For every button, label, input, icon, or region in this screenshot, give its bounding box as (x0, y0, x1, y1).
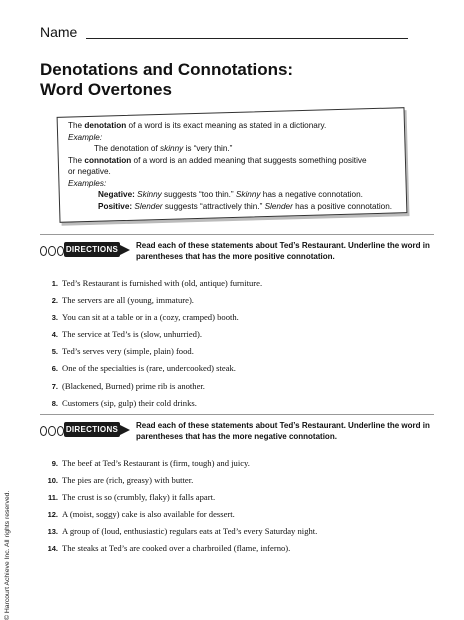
directions-text: Read each of these statements about Ted’s Restaurant. Underline the word in parentheses that has the more positive connotation. (136, 241, 430, 261)
item-number: 4. (51, 330, 58, 340)
directions-text: Read each of these statements about Ted’s Restaurant. Underline the word in parentheses that has the more negative connotation. (136, 421, 430, 441)
item-text[interactable]: The steaks at Ted’s are cooked over a charbroiled (flame, inferno). (62, 543, 291, 554)
list-item[interactable] (46, 329, 446, 346)
list-item[interactable] (46, 346, 446, 363)
pencil-tip-icon (120, 245, 130, 255)
connotation-definition-cont: or negative. (68, 167, 111, 176)
list-item[interactable] (46, 278, 446, 295)
item-text[interactable]: A group of (loud, enthusiastic) regulars eats at Ted’s every Saturday night. (62, 526, 318, 537)
item-text[interactable]: The crust is so (crumbly, flaky) it falls apart. (62, 492, 216, 503)
item-number: 3. (51, 313, 58, 323)
item-number: 5. (51, 347, 58, 357)
item-text[interactable]: (Blackened, Burned) prime rib is another. (62, 380, 205, 391)
name-label: Name (40, 24, 78, 40)
positive-list (46, 278, 446, 415)
list-item[interactable] (46, 458, 446, 475)
item-number: 6. (51, 364, 58, 374)
list-item[interactable] (46, 475, 446, 492)
directions-2 (40, 420, 430, 450)
list-item[interactable] (46, 398, 446, 415)
item-number: 11. (47, 493, 58, 503)
item-number: 1. (51, 279, 58, 288)
examples-label: Examples: (68, 178, 107, 188)
divider (40, 414, 434, 415)
divider (40, 234, 434, 235)
directions-badge: DIRECTIONS (64, 242, 120, 257)
item-number: 14. (47, 544, 58, 554)
list-item[interactable] (46, 381, 446, 398)
pencil-tip-icon (120, 425, 130, 435)
list-item[interactable] (46, 312, 446, 329)
page-title (40, 60, 420, 100)
copyright-notice: © Harcourt Achieve Inc. All rights reserved. (4, 490, 11, 620)
item-text[interactable]: Customers (sip, gulp) their cold drinks. (62, 397, 197, 408)
item-number: 7. (51, 381, 58, 391)
item-text[interactable]: Ted’s Restaurant is furnished with (old, antique) furniture. (62, 278, 263, 288)
item-text[interactable]: Ted’s serves very (simple, plain) food. (62, 346, 194, 357)
denotation-definition: The denotation of a word is its exact meaning as stated in a dictionary. (68, 121, 327, 130)
name-row (40, 24, 408, 42)
negative-example: Negative: Skinny suggests “too thin.” Skinny has a negative connotation. (98, 190, 363, 199)
definition-box (68, 120, 398, 212)
spiral-icon (40, 426, 64, 436)
item-text[interactable]: The servers are all (young, immature). (62, 295, 194, 306)
name-write-line[interactable] (86, 38, 408, 39)
item-text[interactable]: The beef at Ted’s Restaurant is (firm, tough) and juicy. (62, 458, 250, 468)
item-number: 10. (47, 476, 58, 486)
item-number: 9. (51, 459, 58, 468)
list-item[interactable] (46, 526, 446, 543)
item-number: 13. (47, 527, 58, 537)
spiral-icon (40, 246, 64, 256)
list-item[interactable] (46, 509, 446, 526)
title-line-1: Denotations and Connotations: (40, 60, 294, 79)
list-item[interactable] (46, 295, 446, 312)
title-line-2: Word Overtones (40, 80, 172, 99)
list-item[interactable] (46, 363, 446, 380)
item-number: 12. (47, 510, 58, 520)
example-label: Example: (68, 132, 103, 142)
item-text[interactable]: The pies are (rich, greasy) with butter. (62, 475, 194, 486)
directions-badge: DIRECTIONS (64, 422, 120, 437)
negative-list (46, 458, 446, 561)
item-text[interactable]: You can sit at a table or in a (cozy, cramped) booth. (62, 312, 239, 323)
list-item[interactable] (46, 543, 446, 560)
positive-example: Positive: Slender suggests “attractively thin.” Slender has a positive connotation. (98, 201, 393, 211)
list-item[interactable] (46, 492, 446, 509)
item-text[interactable]: One of the specialties is (rare, undercooked) steak. (62, 363, 236, 374)
item-number: 2. (51, 296, 58, 306)
item-text[interactable]: A (moist, soggy) cake is also available for dessert. (62, 509, 235, 520)
item-number: 8. (51, 398, 58, 408)
connotation-definition: The connotation of a word is an added meaning that suggests something positive (68, 155, 367, 165)
directions-1 (40, 240, 430, 270)
denotation-example: The denotation of skinny is “very thin.” (94, 144, 233, 153)
item-text[interactable]: The service at Ted’s is (slow, unhurried). (62, 329, 202, 340)
